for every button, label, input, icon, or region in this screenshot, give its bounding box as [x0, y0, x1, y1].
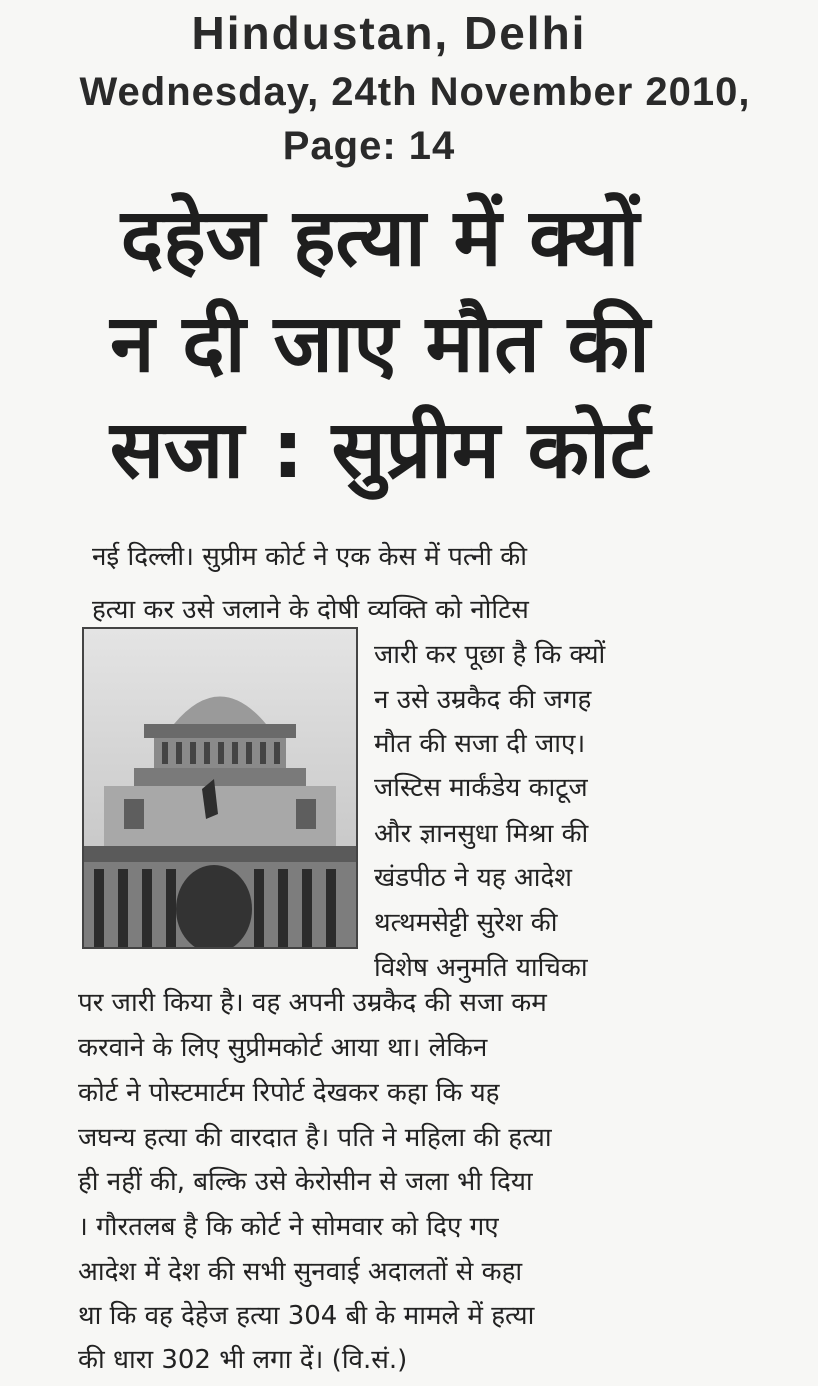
article-line: पर जारी किया है। वह अपनी उम्रकैद की सजा कम — [78, 988, 547, 1018]
headline-line-3: सजा : सुप्रीम कोर्ट — [109, 403, 651, 496]
page-number: Page: 14 — [282, 124, 456, 168]
supreme-court-building-photo — [82, 627, 358, 949]
article-line: जस्टिस मार्कंडेय काटूज — [374, 773, 588, 803]
article-line: । गौरतलब है कि कोर्ट ने सोमवार को दिए गए — [78, 1212, 499, 1242]
headline-line-1: दहेज हत्या में क्यों — [120, 191, 640, 284]
article-line: था कि वह देहेज हत्या 304 बी के मामले में हत्या — [78, 1301, 535, 1331]
article-line: जारी कर पूछा है कि क्यों — [374, 640, 606, 670]
article-line: करवाने के लिए सुप्रीमकोर्ट आया था। लेकिन — [78, 1033, 488, 1063]
article-line: खंडपीठ ने यह आदेश — [374, 863, 572, 893]
article-line: थत्थमसेट्टी सुरेश की — [374, 908, 558, 938]
article-headline — [100, 185, 660, 503]
article-line: हत्या कर उसे जलाने के दोषी व्यक्ति को नोटिस — [92, 595, 529, 625]
publication-date: Wednesday, 24th November 2010, — [79, 70, 751, 114]
article-line: नई दिल्ली। सुप्रीम कोर्ट ने एक केस में पत्नी की — [92, 542, 528, 572]
article-line: जघन्य हत्या की वारदात है। पति ने महिला की हत्या — [78, 1123, 552, 1153]
article-line: ही नहीं की, बल्कि उसे केरोसीन से जला भी दिया — [78, 1167, 533, 1197]
headline-line-2: न दी जाए मौत की — [110, 297, 650, 390]
publication-name: Hindustan, Delhi — [191, 7, 587, 59]
article-line: की धारा 302 भी लगा दें। (वि.सं.) — [78, 1345, 408, 1375]
article-line: मौत की सजा दी जाए। — [374, 729, 586, 759]
article-line: विशेष अनुमति याचिका — [374, 953, 588, 983]
article-line: और ज्ञानसुधा मिश्रा की — [374, 819, 589, 849]
article-line: न उसे उम्रकैद की जगह — [374, 685, 592, 715]
article-line: कोर्ट ने पोस्टमार्टम रिपोर्ट देखकर कहा कि यह — [78, 1078, 500, 1108]
article-line: आदेश में देश की सभी सुनवाई अदालतों से कहा — [78, 1257, 523, 1287]
